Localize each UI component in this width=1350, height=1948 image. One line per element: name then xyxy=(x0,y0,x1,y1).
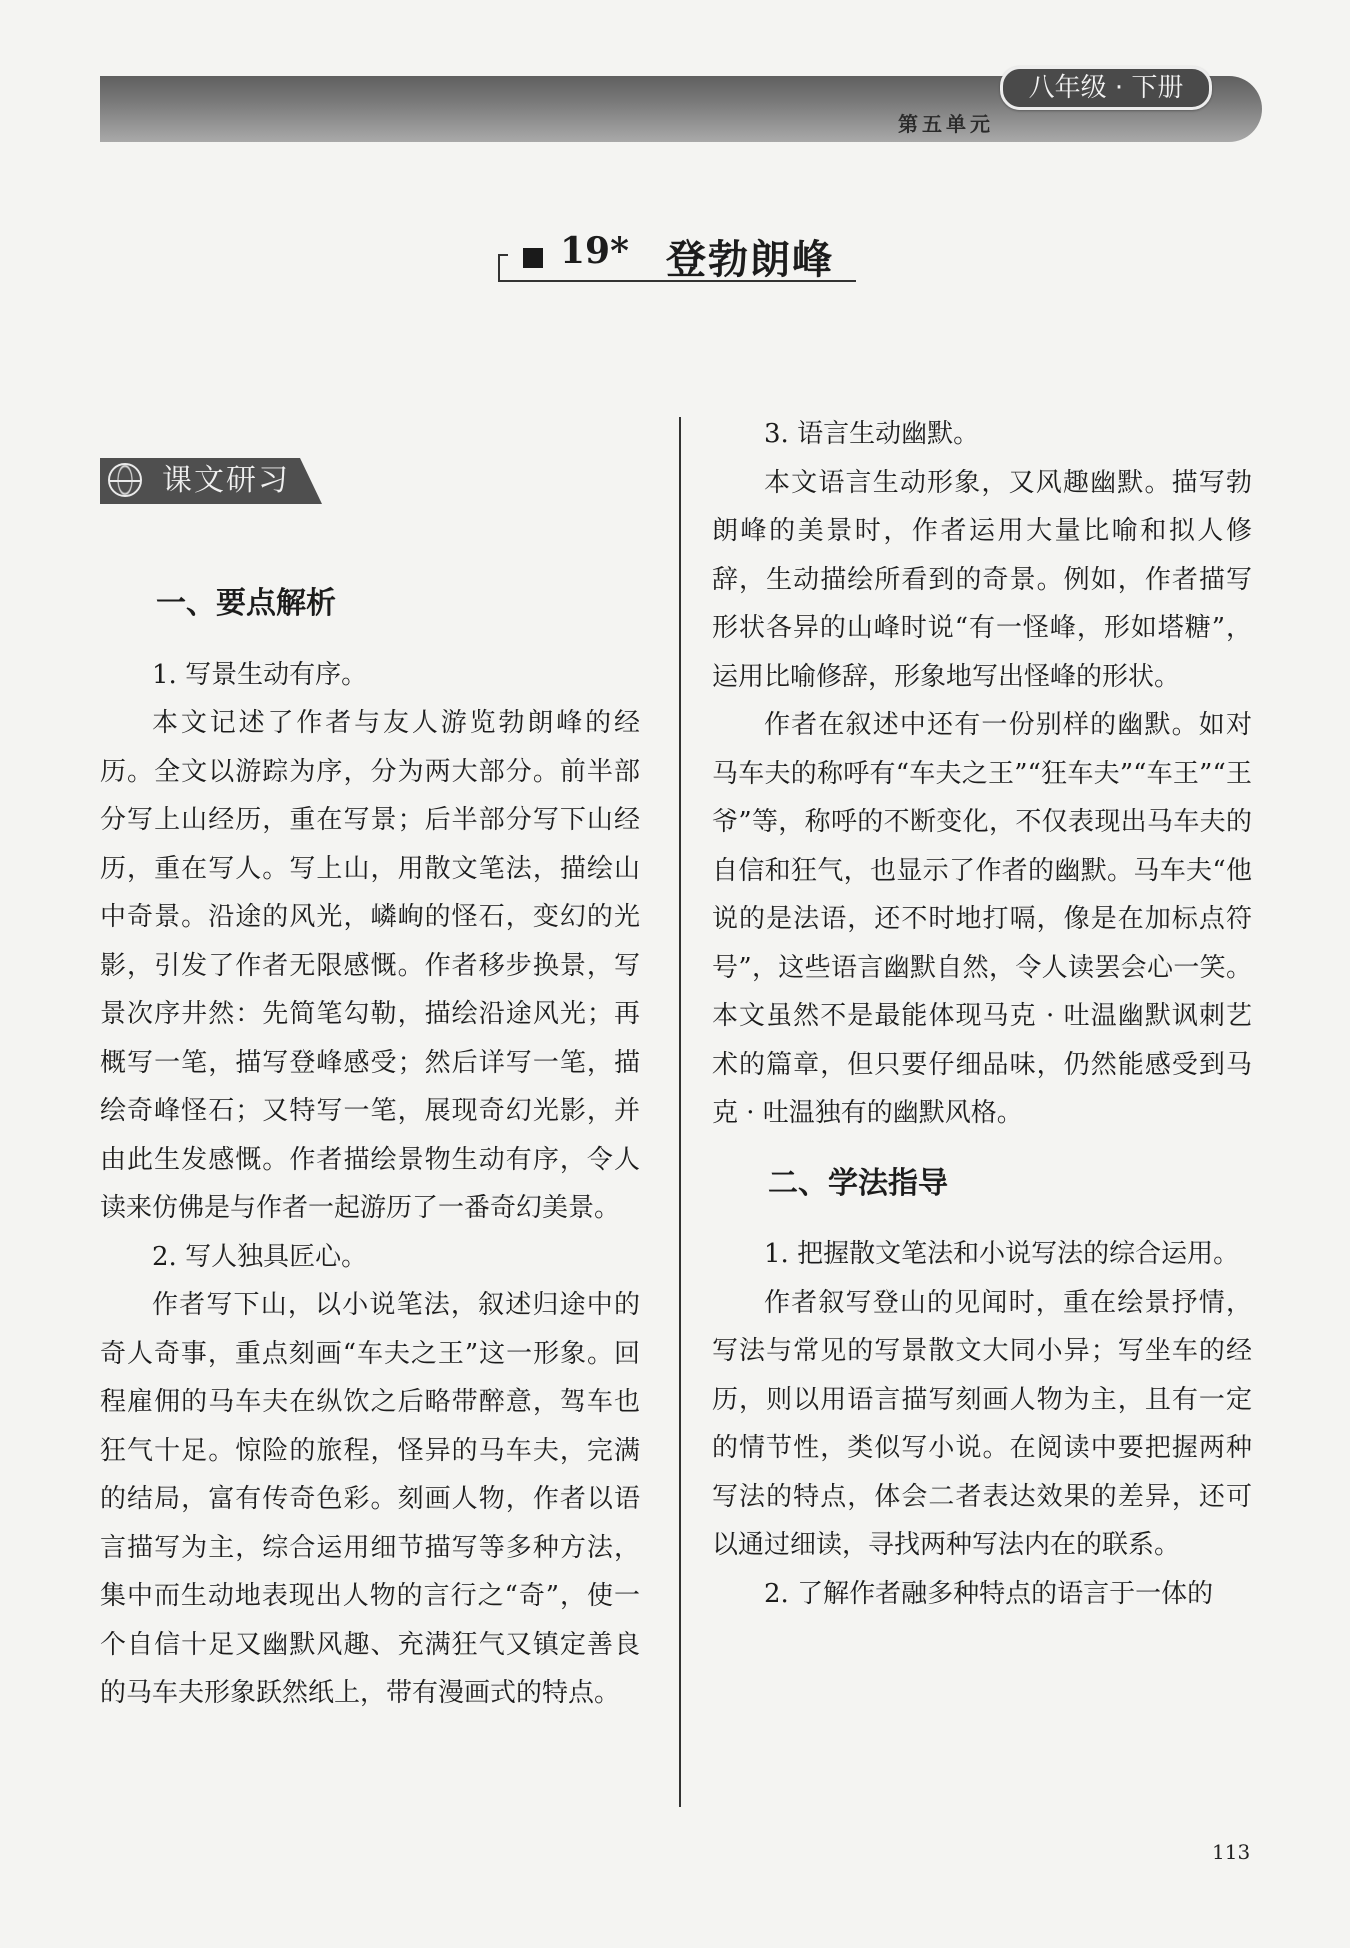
point2-body: 作者写下山，以小说笔法，叙述归途中的奇人奇事，重点刻画“车夫之王”这一形象。回程雇佣的马车夫在纵饮之后略带醉意，驾车也狂气十足。惊险的旅程，怪异的马车夫，完满的结局，富有传奇色彩。刻画人物，作者以语言描写为主，综合运用细节描写等多种方法，集中而生动地表现出人物的言行之“奇”，使一个自信十足又幽默风趣、充满狂气又镇定善良的马车夫形象跃然纸上，带有漫画式的特点。 xyxy=(100,1290,640,1708)
point3-body-2: 作者在叙述中还有一份别样的幽默。如对马车夫的称呼有“车夫之王”“狂车夫”“车王”“王爷”等，称呼的不断变化，不仅表现出马车夫的自信和狂气，也显示了作者的幽默。马车夫“他说的是法语，还不时地打嗝，像是在加标点符号”，这些语言幽默自然，令人读罢会心一笑。本文虽然不是最能体现马克 · 吐温幽默讽刺艺术的篇章，但只要仔细品味，仍然能感受到马克 · 吐温独有的幽默风格。 xyxy=(712,710,1252,1128)
heading-study-guide: 二、学法指导 xyxy=(768,1165,948,1201)
section-tab xyxy=(100,458,322,504)
guide1-body: 作者叙写登山的见闻时，重在绘景抒情，写法与常见的写景散文大同小异；写坐车的经历，则以用语言描写刻画人物为主，且有一定的情节性，类似写小说。在阅读中要把握两种写法的特点，体会二者表达效果的差异，还可以通过细读，寻找两种写法内在的联系。 xyxy=(712,1287,1252,1560)
globe-icon xyxy=(108,463,142,497)
column-divider xyxy=(679,417,681,1807)
title-bracket xyxy=(498,254,508,282)
guide2-title: 2. 了解作者融多种特点的语言于一体的 xyxy=(764,1578,1214,1609)
unit-label: 第五单元 xyxy=(898,112,994,136)
point1-body: 本文记述了作者与友人游览勃朗峰的经历。全文以游踪为序，分为两大部分。前半部分写上山经历，重在写景；后半部分写下山经历，重在写人。写上山，用散文笔法，描绘山中奇景。沿途的风光，嶙峋的怪石，变幻的光影，引发了作者无限感慨。作者移步换景，写景次序井然：先简笔勾勒，描绘沿途风光；再概写一笔，描写登峰感受；然后详写一笔，描绘奇峰怪石；又特写一笔，展现奇幻光影，并由此生发感慨。作者描绘景物生动有序，令人读来仿佛是与作者一起游历了一番奇幻美景。 xyxy=(100,708,640,1223)
point2-title: 2. 写人独具匠心。 xyxy=(152,1241,368,1272)
grade-tag: 八年级 · 下册 xyxy=(1000,66,1212,110)
lesson-number: 19* xyxy=(560,230,629,272)
right-column xyxy=(712,410,1252,1618)
point3-title: 3. 语言生动幽默。 xyxy=(764,419,980,449)
left-column xyxy=(100,580,640,1718)
heading-key-points: 一、要点解析 xyxy=(156,586,336,621)
point3-body-1: 本文语言生动形象，又风趣幽默。描写勃朗峰的美景时，作者运用大量比喻和拟人修辞，生动描绘所看到的奇景。例如，作者描写形状各异的山峰时说“有一怪峰，形如塔糖”，运用比喻修辞，形象地写出怪峰的形状。 xyxy=(712,467,1252,692)
point1-title: 1. 写景生动有序。 xyxy=(152,659,368,690)
lesson-title: 登勃朗峰 xyxy=(666,236,834,283)
guide1-title: 1. 把握散文笔法和小说写法的综合运用。 xyxy=(764,1239,1240,1269)
title-square-icon xyxy=(523,248,543,268)
page-number: 113 xyxy=(1212,1840,1251,1864)
section-tab-label: 课文研习 xyxy=(162,463,290,498)
